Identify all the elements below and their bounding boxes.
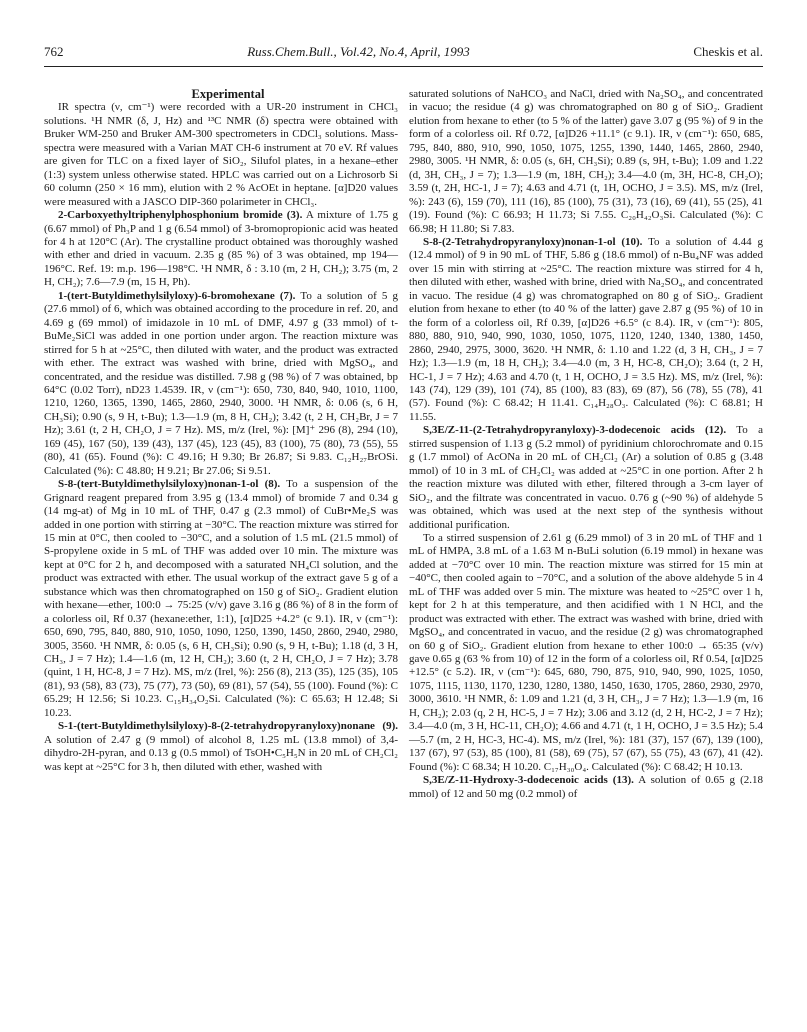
paragraph-compound-9 bbox=[44, 720, 398, 774]
paragraph-body: To a solution of 5 g (27.6 mmol) of 6, which was obtained according to the procedure in ref. 20, and 4.69 g (69 mmol) of imidazole in 10 mL of DMF, 4.97 g (33 mmol) of t-BuMe₂SiCl was added in one portion under argon. The reaction mixture was stirred for 5 h at ~25°C, then diluted with water, and the product was extracted with ether. The extract was washed with brine, dried with MgSO₄, and concentrated, and the residue was distilled. 7.98 g (98 %) of 7 was obtained, bp 64°C (0.02 Torr), nD23 1.4539. IR, ν (cm⁻¹): 650, 730, 840, 940, 1010, 1100, 1210, 1260, 1365, 1390, 1465, 2860, 2940, 3000. ¹H NMR, δ: 0.06 (s, 6 H, CH₃Si); 0.90 (s, 9 H, t-Bu); 1.3—1.9 (m, 8 H, CH₂); 3.42 (t, 2 H, CH₂Br, J = 7 Hz); 3.61 (t, 2 H, CH₂O, J = 7 Hz). MS, m/z (Irel, %): [M]⁺ 296 (8), 294 (10), 169 (45), 167 (50), 139 (43), 137 (45), 123 (45), 83 (100), 75 (80), 73 (55), 55 (80), 41 (65). Found (%): C 49.16; H 9.30; Br 26.87; Si 9.83. C₁₂H₂₇BrOSi. Calculated (%): C 48.80; H 9.21; Br 27.06; Si 9.51. bbox=[44, 289, 399, 477]
paragraph-body: A solution of 0.65 g (2.18 mmol) of 12 and 50 mg (0.2 mmol) of bbox=[409, 774, 763, 800]
paragraph-compound-7 bbox=[44, 290, 398, 478]
left-column bbox=[44, 88, 398, 774]
right-column bbox=[409, 88, 763, 801]
paragraph-compound-3 bbox=[44, 209, 398, 290]
paragraph-body: To a suspension of the Grignard reagent prepared from 3.95 g (13.4 mmol) of bromide 7 and 0.34 g (14 mg-at) of Mg in 10 mL of THF, 0.47 g (2.3 mmol) of CuBr•Me₂S was added in one portion with stirring at −30°C. The reaction mixture was stirred for 15 min at 0°C, then cooled to −30°C, and a solution of 1.5 mL (21.5 mmol) of S-propylene oxide in 5 mL of THF was added over 10 min. The mixture was kept at 0°C for 2 h, and decomposed with a saturated NH₄Cl solution, and the product was extracted with ether. The usual workup of the extract gave 5 g of a substance which was then chromatographed on 150 g of SiO₂. Gradient elution with hexane—ether, 100:0 → 75:25 (v/v) gave 3.16 g (86 %) of 8 in the form of a colorless oil, Rf 0.37 (hexane:ether, 1:1), [α]D25 +4.2° (c 9.1). IR, ν (cm⁻¹): 650, 690, 795, 840, 880, 910, 1050, 1090, 1250, 1390, 1450, 2860, 2940, 2980, 3005, 3560. ¹H NMR, δ: 0.05 (s, 6 H, CH₃Si); 0.90 (s, 9 H, t-Bu); 1.18 (d, 3 H, CH₃, J = 7 Hz); 1.4—1.6 (m, 12 H, CH₂); 3.60 (t, 2 H, CH₂O, J = 7 Hz); 3.78 (quint, 1 H, HC-8, J = 7 Hz). MS, m/z (Irel, %): 256 (8), 213 (35), 125 (35), 105 (81), 93 (58), 83 (73), 75 (77), 73 (50), 69 (81), 57 (54), 55 (100). Found (%): C 65.29; H 12.56; Si 10.23. C₁₅H₃₄O₂Si. Calculated (%): C 65.63; H 12.48; Si 10.23. bbox=[44, 478, 398, 719]
journal-citation: Russ.Chem.Bull., Vol.42, No.4, April, 1993 bbox=[247, 44, 470, 59]
running-header bbox=[44, 44, 763, 67]
paragraph-body: A mixture of 1.75 g (6.67 mmol) of Ph₃P and 1 g (6.54 mmol) of 3-bromopropionic acid was heated for 4 h at 120°C (Ar). The crystalline product obtained was thoroughly washed with ether and dried in vacuum. 2.35 g (85 %) of 3 was obtained, mp 194—196°C. Ref. 19: m.p. 196—198°C. ¹H NMR, δ : 3.10 (m, 2 H, CH₂); 3.75 (m, 2 H, CH₂); 7.6—7.9 (m, 15 H, Ph). bbox=[44, 209, 398, 289]
paragraph-compound-13 bbox=[409, 774, 763, 801]
compound-heading: 2-Carboxyethyltriphenylphosphonium bromide (3). bbox=[58, 209, 303, 222]
running-authors: Cheskis et al. bbox=[693, 44, 763, 59]
compound-heading: 1-(tert-Butyldimethylsilyloxy)-6-bromohexane (7). bbox=[58, 289, 296, 302]
paragraph-continued: saturated solutions of NaHCO₃ and NaCl, dried with Na₂SO₄, and concentrated in vacuo; the residue (4 g) was chromatographed on 80 g of SiO₂. Gradient elution from hexane to ether (to 5 % of the latter) gave 3.07 g (95 %) of 9 in the form of a colorless oil. Rf 0.72, [α]D26 +11.1° (c 9.1). IR, ν (cm⁻¹): 650, 685, 795, 840, 880, 910, 990, 1050, 1075, 1255, 1390, 1440, 1465, 2860, 2940, 2980, 3005. ¹H NMR, δ: 0.05 (s, 6H, CH₃Si); 0.89 (s, 9H, t-Bu); 1.09 and 1.22 (d, 3H, CH₃, J = 7); 1.3—1.9 (m, 18H, CH₂); 3.4—4.0 (m, 3H, HC-8, CH₂O); 3.59 (t, 2H, HC-1, J = 7); 4.63 and 4.71 (t, 1H, OCHO, J = 3.5). MS, m/z (Irel, %): 243 (6), 159 (70), 111 (16), 85 (100), 75 (31), 73 (16), 69 (41), 55 (25), 41 (19). Found (%): C 66.93; H 11.73; Si 7.55. C₂₀H₄₂O₃Si. Calculated (%): C 66.98; H 11.80; Si 7.83. bbox=[409, 88, 763, 235]
paragraph-body: To a stirred suspension of 1.13 g (5.2 mmol) of pyridinium chlorochromate and 0.15 g (1.7 mmol) of AcONa in 20 mL of CH₂Cl₂ (Ar) a solution of 0.85 g (3.48 mmol) of 10 in 3 mL of CH₂Cl₂ was added at ~25°C in one portion. After 2 h the reaction mixture was diluted with ether, filtered through a 3-cm layer of SiO₂, and the filtrate was concentrated in vacuo. 0.76 g (~90 %) of aldehyde 5 was obtained, which was used at the next step of the synthesis without additional purification. bbox=[409, 424, 763, 531]
compound-heading: S,3E/Z-11-(2-Tetrahydropyranyloxy)-3-dodecenoic acids (12). bbox=[423, 424, 727, 437]
paragraph-wittig: To a stirred suspension of 2.61 g (6.29 mmol) of 3 in 20 mL of THF and 1 mL of HMPA, 3.8 mL of a 1.63 M n-BuLi solution (6.19 mmol) in hexane was added at −70°C over 10 min. The reaction mixture was stirred for 15 min at −40°C, then cooled again to −70°C, and a solution of the above aldehyde 5 in 4 mL of THF was added over 5 min. The mixture was heated to ~25°C over 1 h, kept for 2 h at this temperature, and then acidified with 1 N HCl, and the product was extracted with ether. The extract was washed with brine, dried with MgSO₄, and concentrated in vacuo, and the residue (2 g) was chromatographed on 60 g of SiO₂. Gradient elution from hexane to ether 100:0 → 65:35 (v/v) gave 0.65 g (63 % from 10) of 12 in the form of a colorless oil, Rf 0.54, [α]D25 +12.5° (c 5.2). IR, ν (cm⁻¹): 645, 680, 790, 875, 910, 940, 990, 1025, 1050, 1075, 1115, 1130, 1170, 1230, 1280, 1380, 1450, 1630, 1705, 2860, 2930, 2970, 3000, 3610. ¹H NMR, δ: 1.09 and 1.21 (d, 3 H, CH₃, J = 7 Hz); 1.3—1.9 (m, 16 H, CH₂); 2.03 (q, 2 H, HC-5, J = 7 Hz); 3.06 and 3.12 (d, 2 H, HC-2, J = 7 Hz); 3.4—4.0 (m, 3 H, HC-11, CH₂O); 4.66 and 4.71 (t, 1 H, OCHO, J = 3.5 Hz); 5.4—5.7 (m, 2 H, HC-3, HC-4). MS, m/z (Irel, %): 181 (37), 157 (67), 139 (100), 137 (67), 97 (53), 85 (100), 81 (58), 69 (75), 57 (67), 55 (75), 43 (67), 41 (42). Found (%): C 68.34; H 10.20. C₁₇H₃₀O₄. Calculated (%): C 68.42; H 10.13. bbox=[409, 531, 763, 773]
paragraph-compound-12 bbox=[409, 424, 763, 532]
paragraph-body: To a solution of 4.44 g (12.4 mmol) of 9 in 90 mL of THF, 5.86 g (18.6 mmol) of n-Bu₄NF was added over 15 min with stirring at ~25°C. The reaction mixture was stirred for 4 h, then diluted with ether, washed with brine, dried with Na₂SO₄, and concentrated in vacuo. The residue (4 g) was chromatographed on 80 g of SiO₂. Gradient elution from hexane to ether (to 40 % of the latter) gave 2.87 g (95 %) of 10 in the form of a colorless oil, Rf 0.39, [α]D26 +6.5° (c 8.4). IR, ν (cm⁻¹): 805, 880, 880, 910, 940, 990, 1030, 1050, 1075, 1120, 1240, 1340, 1380, 1450, 2860, 2940, 2975, 3000, 3620. ¹H NMR, δ: 1.10 and 1.22 (d, 3 H, CH₃, J = 7 Hz); 1.3—1.9 (m, 18 H, CH₂); 3.4—4.0 (m, 3 H, HC-8, CH₂O); 3.64 (t, 2 H, HC-1, J = 7 Hz); 4.63 and 4.70 (t, 1 H, OCHO, J = 3.5 Hz). MS, m/z (Irel, %): 143 (74), 129 (39), 101 (74), 85 (100), 83 (83), 69 (87), 56 (78), 55 (78), 41 (57). Found (%): C 68.42; H 11.41. C₁₄H₂₈O₃. Calculated (%): C 68.81; H 11.55. bbox=[409, 235, 763, 423]
compound-heading: S-1-(tert-Butyldimethylsilyloxy)-8-(2-tetrahydropyranyloxy)nonane (9). bbox=[58, 720, 398, 733]
section-title: Experimental bbox=[191, 87, 265, 101]
paragraph-methods: IR spectra (ν, cm⁻¹) were recorded with a UR-20 instrument in CHCl₃ solutions. ¹H NMR (δ, J, Hz) and ¹³C NMR (δ) spectra were obtained with Bruker WM-250 and Bruker AM-300 spectrometers in CDCl₃ solutions. Mass-spectra were measured with a Varian MAT CH-6 instrument at 70 eV. Rf values are given for TLC on a fixed layer of SiO₂, Silufol plates, in a hexane–ether (1:3) system unless otherwise stated. HPLC was carried out on a Lichrosorb Si 60 column (250 × 16 mm), elution with 2 % AcOEt in heptane. [α]D20 values were measured with a JASCO DIP-360 polarimeter in CHCl₃. bbox=[44, 101, 398, 208]
paragraph-body: A solution of 2.47 g (9 mmol) of alcohol 8, 1.25 mL (13.8 mmol) of 3,4-dihydro-2H-pyran, and 0.13 g (0.5 mmol) of TsOH•C₅H₅N in 20 mL of CH₂Cl₂ was kept at ~25°C for 3 h, then diluted with ether, washed with bbox=[44, 733, 398, 773]
compound-heading: S,3E/Z-11-Hydroxy-3-dodecenoic acids (13). bbox=[423, 774, 634, 787]
paragraph-compound-8 bbox=[44, 478, 398, 720]
compound-heading: S-8-(2-Tetrahydropyranyloxy)nonan-1-ol (10). bbox=[423, 235, 643, 248]
page-number: 762 bbox=[44, 44, 64, 59]
compound-heading: S-8-(tert-Butyldimethylsilyloxy)nonan-1-ol (8). bbox=[58, 478, 281, 491]
paragraph-compound-10 bbox=[409, 236, 763, 424]
